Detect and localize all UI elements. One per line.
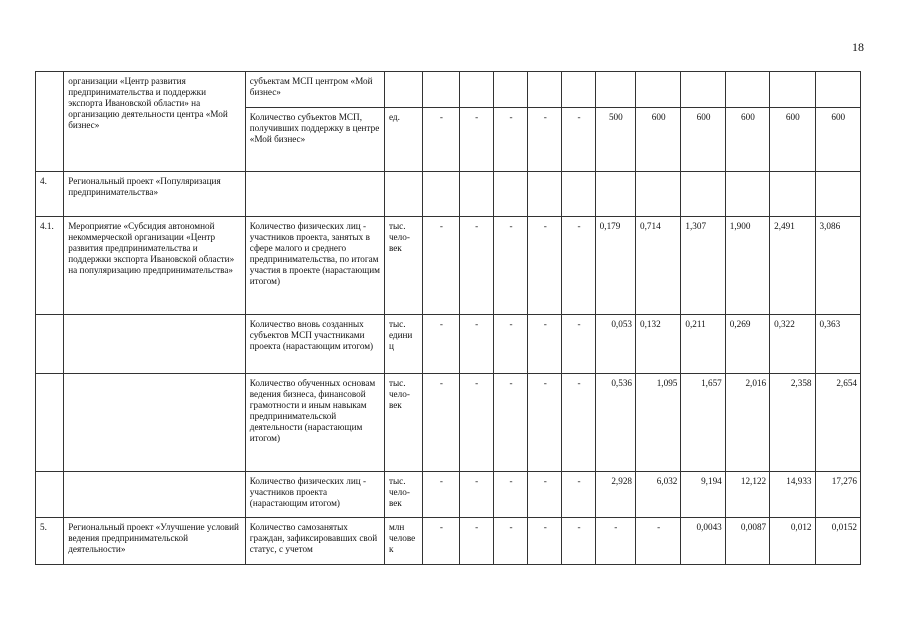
value-cell: - xyxy=(562,315,595,374)
value-cell: 0,053 xyxy=(595,315,635,374)
unit: ед. xyxy=(384,108,422,172)
value-cell: - xyxy=(493,315,527,374)
value-cell: - xyxy=(636,518,681,565)
value-cell: 600 xyxy=(725,108,769,172)
value-cell xyxy=(459,72,493,108)
indicator-name: Количество субъектов МСП, получивших поддержку в центре «Мой бизнес» xyxy=(245,108,384,172)
value-cell: - xyxy=(423,217,459,315)
value-cell: - xyxy=(562,217,595,315)
value-cell: - xyxy=(459,472,493,518)
value-cell: 1,900 xyxy=(725,217,769,315)
indicator-name: Количество самозанятых граждан, зафиксировавших свой статус, с учетом xyxy=(245,518,384,565)
table-row xyxy=(36,172,861,217)
value-cell: 0,322 xyxy=(770,315,815,374)
value-cell: - xyxy=(493,374,527,472)
value-cell: - xyxy=(528,315,562,374)
unit: тыс. чело- век xyxy=(384,472,422,518)
value-cell: 14,933 xyxy=(770,472,815,518)
measure-name: Региональный проект «Улучшение условий ведения предпринимательской деятельности» xyxy=(64,518,246,565)
value-cell xyxy=(681,72,725,108)
row-number xyxy=(36,374,64,472)
indicator-name: субъектам МСП центром «Мой бизнес» xyxy=(245,72,384,108)
value-cell: - xyxy=(459,518,493,565)
value-cell xyxy=(636,172,681,217)
value-cell: - xyxy=(528,217,562,315)
measure-name: организации «Центр развития предпринимательства и поддержки экспорта Ивановской области» на организацию деятельности центра «Мой бизнес» xyxy=(64,72,246,172)
value-cell: 2,016 xyxy=(725,374,769,472)
value-cell xyxy=(493,72,527,108)
unit: тыс. едини ц xyxy=(384,315,422,374)
value-cell: 0,269 xyxy=(725,315,769,374)
value-cell: 2,491 xyxy=(770,217,815,315)
value-cell: - xyxy=(493,518,527,565)
value-cell: 0,211 xyxy=(681,315,725,374)
value-cell: 1,095 xyxy=(636,374,681,472)
value-cell: - xyxy=(459,315,493,374)
table-row xyxy=(36,72,861,108)
value-cell xyxy=(528,72,562,108)
value-cell: - xyxy=(493,108,527,172)
table-row xyxy=(36,518,861,565)
value-cell xyxy=(595,172,635,217)
row-number: 4. xyxy=(36,172,64,217)
value-cell: - xyxy=(423,518,459,565)
value-cell: 600 xyxy=(681,108,725,172)
value-cell: 2,358 xyxy=(770,374,815,472)
indicator-name: Количество вновь созданных субъектов МСП участниками проекта (нарастающим итогом) xyxy=(245,315,384,374)
value-cell: 2,654 xyxy=(815,374,861,472)
measure-name: Региональный проект «Популяризация предпринимательства» xyxy=(64,172,246,217)
value-cell: - xyxy=(562,472,595,518)
measure-name xyxy=(64,472,246,518)
value-cell: - xyxy=(423,315,459,374)
value-cell: - xyxy=(528,518,562,565)
row-number: 5. xyxy=(36,518,64,565)
value-cell xyxy=(562,172,595,217)
row-number xyxy=(36,315,64,374)
value-cell: 500 xyxy=(595,108,635,172)
indicator-name: Количество обученных основам ведения бизнеса, финансовой грамотности и иным навыкам предпринимательской деятельности (нарастающим итогом) xyxy=(245,374,384,472)
value-cell: 2,928 xyxy=(595,472,635,518)
value-cell: 600 xyxy=(636,108,681,172)
value-cell xyxy=(770,72,815,108)
value-cell: 9,194 xyxy=(681,472,725,518)
value-cell xyxy=(725,72,769,108)
value-cell xyxy=(770,172,815,217)
page-number: 18 xyxy=(852,40,864,54)
value-cell: - xyxy=(493,217,527,315)
indicator-name: Количество физических лиц - участников проекта (нарастающим итогом) xyxy=(245,472,384,518)
row-number xyxy=(36,472,64,518)
value-cell: 0,012 xyxy=(770,518,815,565)
value-cell xyxy=(459,172,493,217)
measure-name: Мероприятие «Субсидия автономной некоммерческой организации «Центр развития предпринимательства и поддержки экспорта Ивановской области» на популяризацию предпринимательства» xyxy=(64,217,246,315)
value-cell: - xyxy=(423,472,459,518)
value-cell: 0,179 xyxy=(595,217,635,315)
value-cell: 600 xyxy=(815,108,861,172)
value-cell xyxy=(815,172,861,217)
value-cell: - xyxy=(595,518,635,565)
value-cell: 0,363 xyxy=(815,315,861,374)
value-cell xyxy=(493,172,527,217)
row-number: 4.1. xyxy=(36,217,64,315)
value-cell: 1,307 xyxy=(681,217,725,315)
value-cell xyxy=(562,72,595,108)
table-row xyxy=(36,315,861,374)
value-cell: - xyxy=(423,108,459,172)
unit xyxy=(384,72,422,108)
value-cell: - xyxy=(493,472,527,518)
value-cell: - xyxy=(423,374,459,472)
value-cell xyxy=(681,172,725,217)
value-cell xyxy=(636,72,681,108)
value-cell: - xyxy=(562,108,595,172)
value-cell: - xyxy=(459,217,493,315)
table-row xyxy=(36,374,861,472)
unit: тыс. чело- век xyxy=(384,374,422,472)
value-cell: 12,122 xyxy=(725,472,769,518)
value-cell: - xyxy=(562,374,595,472)
value-cell xyxy=(423,72,459,108)
measure-name xyxy=(64,374,246,472)
value-cell: - xyxy=(528,108,562,172)
measure-name xyxy=(64,315,246,374)
value-cell: - xyxy=(528,472,562,518)
value-cell xyxy=(815,72,861,108)
value-cell xyxy=(423,172,459,217)
unit xyxy=(384,172,422,217)
unit: млн челове к xyxy=(384,518,422,565)
value-cell: - xyxy=(459,108,493,172)
indicator-name xyxy=(245,172,384,217)
table-row xyxy=(36,472,861,518)
value-cell: - xyxy=(459,374,493,472)
value-cell: 1,657 xyxy=(681,374,725,472)
value-cell xyxy=(725,172,769,217)
value-cell: 0,0043 xyxy=(681,518,725,565)
table-row xyxy=(36,217,861,315)
value-cell: - xyxy=(528,374,562,472)
value-cell: 600 xyxy=(770,108,815,172)
unit: тыс. чело- век xyxy=(384,217,422,315)
value-cell: 0,0087 xyxy=(725,518,769,565)
value-cell xyxy=(595,72,635,108)
value-cell: 3,086 xyxy=(815,217,861,315)
value-cell xyxy=(528,172,562,217)
value-cell: 17,276 xyxy=(815,472,861,518)
value-cell: - xyxy=(562,518,595,565)
value-cell: 0,714 xyxy=(636,217,681,315)
value-cell: 0,132 xyxy=(636,315,681,374)
value-cell: 0,536 xyxy=(595,374,635,472)
value-cell: 0,0152 xyxy=(815,518,861,565)
indicators-table xyxy=(35,71,861,565)
row-number xyxy=(36,72,64,172)
value-cell: 6,032 xyxy=(636,472,681,518)
indicator-name: Количество физических лиц - участников проекта, занятых в сфере малого и среднего предпринимательства, по итогам участия в проекте (нарастающим итогом) xyxy=(245,217,384,315)
